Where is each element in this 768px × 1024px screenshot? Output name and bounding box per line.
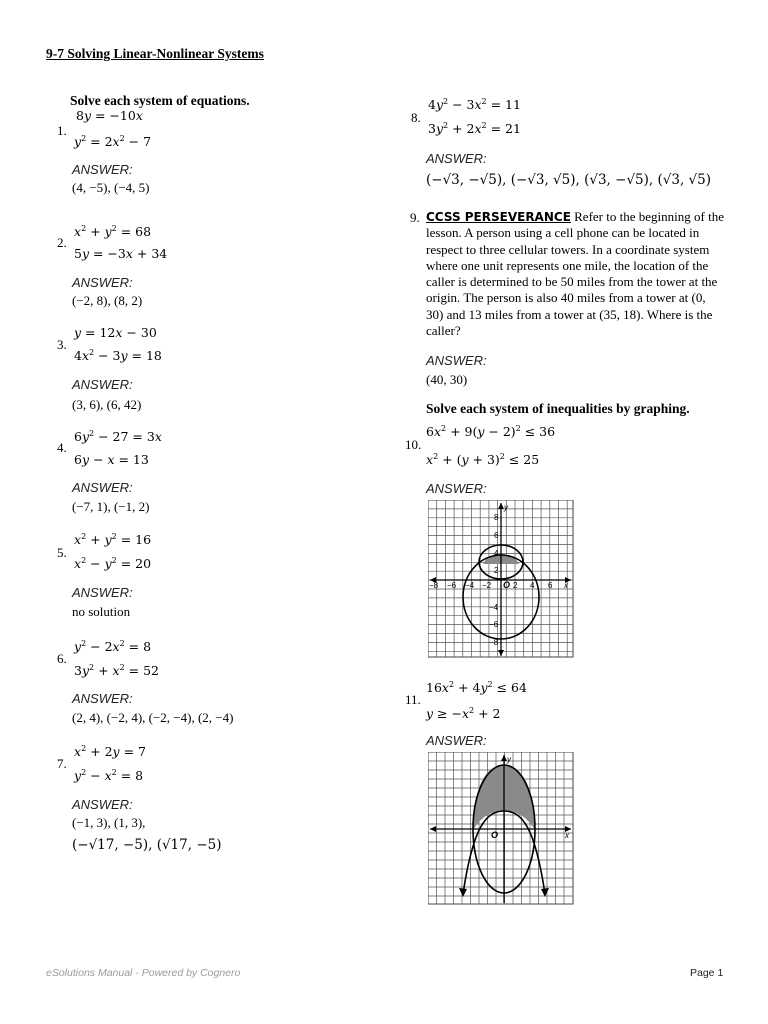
- ccss-tag: CCSS PERSEVERANCE: [426, 210, 571, 224]
- y-axis-label: y: [507, 755, 511, 764]
- answer-label: ANSWER:: [72, 162, 133, 177]
- equation: $x^2 + 2y = 7$: [74, 743, 146, 759]
- equation: $4y^2 - 3x^2 = 11$: [428, 96, 521, 112]
- x-tick-label: −8: [429, 581, 439, 590]
- y-axis-label: y: [504, 503, 508, 512]
- equation: 5y = −3x + 34: [74, 246, 168, 261]
- problem-number: 7.: [57, 756, 67, 771]
- answer-label: ANSWER:: [426, 151, 487, 166]
- equation: $3y^2 + 2x^2 = 21$: [428, 120, 521, 136]
- equation: y = 12x − 30: [74, 325, 157, 340]
- y-tick-label: −6: [489, 620, 499, 629]
- problem-number: 10.: [405, 437, 422, 452]
- x-tick-label: −2: [482, 581, 492, 590]
- page-number: Page 1: [690, 967, 724, 979]
- answer: no solution: [72, 604, 131, 619]
- answer-label: ANSWER:: [426, 481, 487, 496]
- graph-problem-10: [428, 500, 576, 660]
- answer-label: ANSWER:: [72, 585, 133, 600]
- instructions-inequalities: Solve each system of inequalities by graphing.: [426, 401, 690, 416]
- footer-credit: eSolutions Manual - Powered by Cognero: [46, 967, 241, 979]
- origin-label: O: [503, 580, 511, 590]
- page-title: 9-7 Solving Linear-Nonlinear Systems: [46, 46, 264, 61]
- problem-number: 1.: [57, 123, 67, 138]
- answer-label: ANSWER:: [72, 480, 133, 495]
- equation: $x^2 + (y + 3)^2 \le 25$: [426, 451, 540, 467]
- answer: (−7, 1), (−1, 2): [72, 499, 150, 514]
- answer: (3, 6), (6, 42): [72, 397, 142, 412]
- equation: $x^2 - y^2 = 20$: [74, 555, 152, 571]
- equation: $6x^2 + 9(y - 2)^2 \le 36$: [426, 423, 556, 439]
- equation: 8y = −10x: [76, 108, 143, 123]
- equation: 6y − x = 13: [74, 452, 149, 467]
- equation: $x^2 + y^2 = 68$: [74, 223, 152, 239]
- answer-label: ANSWER:: [72, 797, 133, 812]
- problem-number: 2.: [57, 235, 67, 250]
- x-tick-label: 4: [530, 581, 535, 590]
- answer: (40, 30): [426, 372, 468, 387]
- answer-label: ANSWER:: [72, 691, 133, 706]
- problem-9-text: [426, 209, 726, 339]
- y-tick-label: −4: [489, 603, 499, 612]
- equation: $3y^2 + x^2 = 52$: [74, 662, 160, 678]
- answer-label: ANSWER:: [426, 733, 487, 748]
- x-axis-label: x: [564, 581, 568, 590]
- problem-number: 3.: [57, 337, 67, 352]
- x-tick-label: −6: [447, 581, 457, 590]
- problem-number: 9.: [410, 210, 420, 225]
- answer-label: ANSWER:: [72, 275, 133, 290]
- y-tick-label: 8: [494, 513, 499, 522]
- x-tick-label: −4: [465, 581, 475, 590]
- problem-number: 11.: [405, 692, 421, 707]
- answer-label: ANSWER:: [72, 377, 133, 392]
- x-tick-label: 6: [548, 581, 553, 590]
- equation: $4x^2 - 3y = 18$: [74, 347, 162, 363]
- answer: (4, −5), (−4, 5): [72, 180, 150, 195]
- y-tick-label: −8: [489, 638, 499, 647]
- equation: $y \ge -x^2 + 2$: [426, 705, 501, 721]
- answer: (2, 4), (−2, 4), (−2, −4), (2, −4): [72, 710, 234, 725]
- equation: $y^2 - x^2 = 8$: [74, 767, 144, 783]
- answer-continued: (−√17, −5), (√17, −5): [72, 837, 222, 853]
- equation: $y^2 = 2x^2 - 7$: [74, 133, 152, 149]
- equation: $6y^2 - 27 = 3x$: [74, 428, 162, 444]
- answer: (−1, 3), (1, 3),: [72, 815, 146, 830]
- problem-number: 5.: [57, 545, 67, 560]
- problem-number: 6.: [57, 651, 67, 666]
- problem-number: 4.: [57, 440, 67, 455]
- answer: (−√3, −√5), (−√3, √5), (√3, −√5), (√3, √5): [426, 172, 711, 188]
- y-tick-label: 4: [494, 549, 499, 558]
- instructions-equations: Solve each system of equations.: [70, 93, 250, 108]
- equation: $x^2 + y^2 = 16$: [74, 531, 152, 547]
- problem-number: 8.: [411, 110, 421, 125]
- y-tick-label: 6: [494, 531, 499, 540]
- graph-problem-11: [428, 752, 576, 907]
- equation: $y^2 - 2x^2 = 8$: [74, 638, 152, 654]
- equation: $16x^2 + 4y^2 \le 64$: [426, 679, 527, 695]
- x-axis-label: x: [565, 831, 569, 840]
- problem-9-body: Refer to the beginning of the lesson. A person using a cell phone can be located in respect to three cellular towers. In a coordinate system where one unit represents one mile, the location of the caller is determined to be 50 miles from the tower at the origin. The person is also 40 miles from a tower at (0, 30) and 13 miles from a tower at (35, 18). Where is the caller?: [426, 209, 724, 339]
- y-tick-label: 2: [494, 566, 499, 575]
- answer: (−2, 8), (8, 2): [72, 293, 143, 308]
- origin-label: O: [491, 830, 499, 840]
- x-tick-label: 2: [513, 581, 518, 590]
- answer-label: ANSWER:: [426, 353, 487, 368]
